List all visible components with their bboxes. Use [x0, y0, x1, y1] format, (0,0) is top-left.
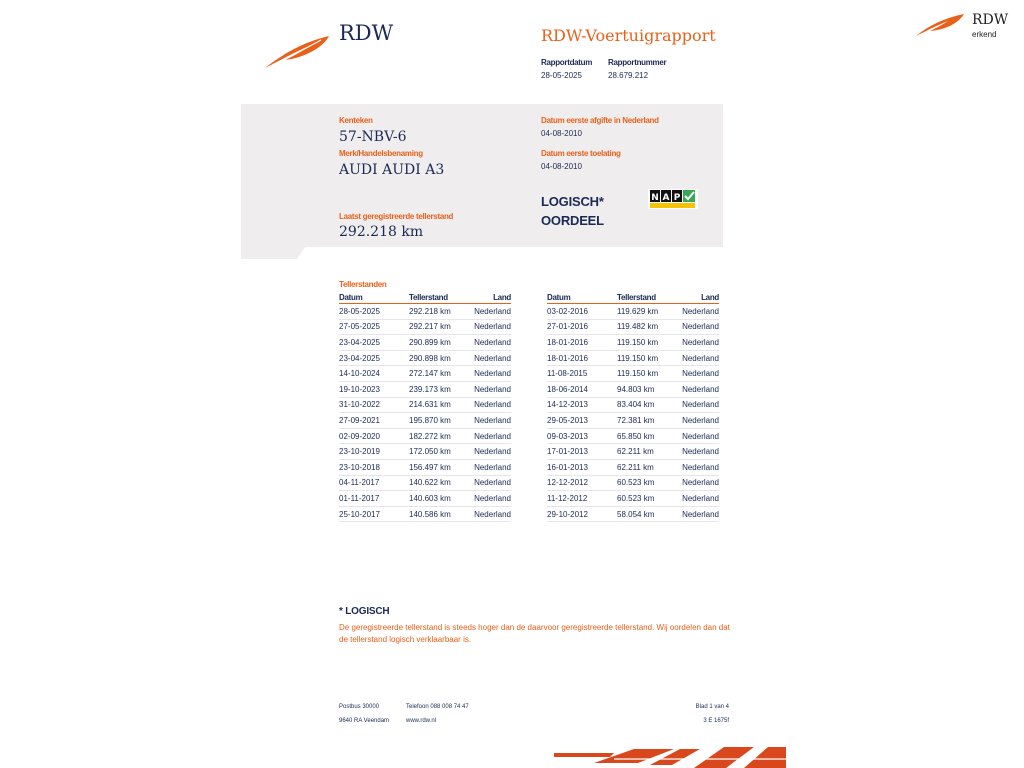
cell-country: Nederland: [473, 413, 511, 429]
table-row: [339, 475, 511, 491]
cell-odometer: 119.150 km: [617, 335, 681, 351]
table-row: [547, 366, 719, 382]
cell-date: 19-10-2023: [339, 381, 409, 397]
cell-odometer: 62.211 km: [617, 459, 681, 475]
table-row: [339, 413, 511, 429]
report-date: 28-05-2025: [541, 71, 582, 80]
cell-date: 18-01-2016: [547, 335, 617, 351]
plate-value: 57-NBV-6: [339, 129, 407, 145]
make-label: Merk/Handelsbenaming: [339, 149, 423, 158]
cell-odometer: 156.497 km: [409, 459, 473, 475]
footer-phone: Telefoon 088 008 74 47: [406, 704, 469, 710]
cell-country: Nederland: [681, 428, 719, 444]
table-row: [339, 444, 511, 460]
cell-country: Nederland: [473, 304, 511, 320]
cell-country: Nederland: [681, 304, 719, 320]
cell-country: Nederland: [681, 413, 719, 429]
cell-country: Nederland: [681, 459, 719, 475]
cell-odometer: 72.381 km: [617, 413, 681, 429]
cell-odometer: 290.899 km: [409, 335, 473, 351]
table-row: [339, 491, 511, 507]
cell-odometer: 60.523 km: [617, 491, 681, 507]
footer-page-number: Blad 1 van 4: [695, 704, 729, 710]
table-row: [547, 506, 719, 522]
cell-date: 27-05-2025: [339, 319, 409, 335]
col-odometer: Tellerstand: [409, 292, 473, 304]
table-row: [547, 444, 719, 460]
odometer-table-right: [547, 292, 719, 522]
odometer-value: 292.218 km: [339, 224, 424, 240]
footer-website[interactable]: www.rdw.nl: [406, 718, 437, 724]
cell-country: Nederland: [681, 319, 719, 335]
cell-odometer: 214.631 km: [409, 397, 473, 413]
table-row: [547, 350, 719, 366]
cell-odometer: 119.150 km: [617, 350, 681, 366]
cell-date: 23-10-2018: [339, 459, 409, 475]
cell-odometer: 292.217 km: [409, 319, 473, 335]
cell-date: 29-10-2012: [547, 506, 617, 522]
table-row: [547, 475, 719, 491]
table-row: [547, 397, 719, 413]
cell-odometer: 65.850 km: [617, 428, 681, 444]
table-row: [547, 335, 719, 351]
cell-country: Nederland: [473, 506, 511, 522]
col-country: Land: [681, 292, 719, 304]
table-row: [547, 491, 719, 507]
vehicle-info-panel: [241, 104, 723, 247]
cell-country: Nederland: [473, 475, 511, 491]
cell-date: 14-10-2024: [339, 366, 409, 382]
panel-tail-decoration: [241, 247, 305, 259]
nap-letter-a: A: [662, 193, 670, 203]
footer-address-line2: 9640 RA Veendam: [339, 718, 390, 724]
cell-country: Nederland: [473, 444, 511, 460]
first-nl-value: 04-08-2010: [541, 129, 582, 138]
cell-odometer: 272.147 km: [409, 366, 473, 382]
cell-date: 18-01-2016: [547, 350, 617, 366]
table-row: [339, 366, 511, 382]
footer-code: 3 E 1675f: [703, 718, 729, 724]
cell-country: Nederland: [681, 491, 719, 507]
cell-date: 23-04-2025: [339, 350, 409, 366]
cell-country: Nederland: [681, 397, 719, 413]
cell-country: Nederland: [681, 506, 719, 522]
table-row: [339, 506, 511, 522]
cell-date: 01-11-2017: [339, 491, 409, 507]
cell-odometer: 140.603 km: [409, 491, 473, 507]
odometer-table-left: [339, 292, 511, 522]
col-date: Datum: [339, 292, 409, 304]
cell-odometer: 119.482 km: [617, 319, 681, 335]
footer-address-line1: Postbus 30000: [339, 704, 380, 710]
rdw-feather-logo: [263, 34, 331, 70]
cell-date: 02-09-2020: [339, 428, 409, 444]
cell-country: Nederland: [473, 381, 511, 397]
verdict: [541, 192, 604, 230]
cell-country: Nederland: [473, 350, 511, 366]
cell-date: 17-01-2013: [547, 444, 617, 460]
first-admission-label: Datum eerste toelating: [541, 149, 621, 158]
cell-odometer: 182.272 km: [409, 428, 473, 444]
cell-odometer: 239.173 km: [409, 381, 473, 397]
cell-date: 03-02-2016: [547, 304, 617, 320]
report-title: RDW-Voertuigrapport: [541, 26, 716, 45]
plate-label: Kenteken: [339, 116, 373, 125]
table-row: [339, 459, 511, 475]
rdw-erkend-feather-logo: [914, 12, 966, 38]
decorative-stripes: [554, 745, 786, 768]
verdict-line1: LOGISCH*: [541, 194, 604, 209]
cell-date: 23-04-2025: [339, 335, 409, 351]
note-text: De geregistreerde tellerstand is steeds hoger dan de daarvoor geregistreerde tellerstand. Wij oordelen dan dat de tellerstand logisch verklaarbaar is.: [339, 623, 730, 644]
cell-date: 27-01-2016: [547, 319, 617, 335]
verdict-line2: OORDEEL: [541, 213, 604, 228]
table-row: [547, 413, 719, 429]
cell-odometer: 290.898 km: [409, 350, 473, 366]
table-row: [339, 381, 511, 397]
table-row: [339, 335, 511, 351]
brand-name: RDW: [339, 21, 394, 45]
cell-date: 31-10-2022: [339, 397, 409, 413]
cell-date: 25-10-2017: [339, 506, 409, 522]
table-row: [547, 319, 719, 335]
nap-letter-n: N: [651, 193, 659, 203]
cell-date: 04-11-2017: [339, 475, 409, 491]
cell-date: 11-12-2012: [547, 491, 617, 507]
table-row: [547, 381, 719, 397]
cell-country: Nederland: [473, 335, 511, 351]
note-title: * LOGISCH: [339, 606, 390, 617]
cell-country: Nederland: [473, 319, 511, 335]
table-row: [339, 319, 511, 335]
cell-odometer: 119.629 km: [617, 304, 681, 320]
odometer-table-heading: Tellerstanden: [339, 280, 387, 289]
cell-date: 14-12-2013: [547, 397, 617, 413]
make-value: AUDI AUDI A3: [339, 162, 445, 178]
col-date: Datum: [547, 292, 617, 304]
cell-odometer: 195.870 km: [409, 413, 473, 429]
first-admission-value: 04-08-2010: [541, 162, 582, 171]
nap-letter-p: P: [673, 193, 681, 203]
erkend-subtitle: erkend: [972, 30, 997, 39]
table-row: [339, 428, 511, 444]
cell-date: 29-05-2013: [547, 413, 617, 429]
cell-country: Nederland: [473, 397, 511, 413]
erkend-brand: RDW: [972, 12, 1009, 28]
cell-odometer: 60.523 km: [617, 475, 681, 491]
col-country: Land: [473, 292, 511, 304]
odometer-label: Laatst geregistreerde tellerstand: [339, 212, 454, 221]
report-number-label: Rapportnummer: [608, 58, 667, 67]
col-odometer: Tellerstand: [617, 292, 681, 304]
table-row: [547, 304, 719, 320]
cell-odometer: 140.586 km: [409, 506, 473, 522]
cell-date: 27-09-2021: [339, 413, 409, 429]
cell-date: 09-03-2013: [547, 428, 617, 444]
cell-country: Nederland: [681, 444, 719, 460]
table-row: [339, 304, 511, 320]
cell-odometer: 83.404 km: [617, 397, 681, 413]
table-row: [339, 397, 511, 413]
table-row: [547, 459, 719, 475]
cell-date: 28-05-2025: [339, 304, 409, 320]
cell-country: Nederland: [681, 366, 719, 382]
cell-country: Nederland: [473, 428, 511, 444]
cell-country: Nederland: [681, 350, 719, 366]
table-row: [339, 350, 511, 366]
cell-odometer: 94.803 km: [617, 381, 681, 397]
cell-date: 11-08-2015: [547, 366, 617, 382]
cell-country: Nederland: [681, 381, 719, 397]
cell-odometer: 62.211 km: [617, 444, 681, 460]
cell-date: 18-06-2014: [547, 381, 617, 397]
cell-odometer: 58.054 km: [617, 506, 681, 522]
cell-date: 12-12-2012: [547, 475, 617, 491]
cell-odometer: 119.150 km: [617, 366, 681, 382]
cell-date: 16-01-2013: [547, 459, 617, 475]
cell-odometer: 140.622 km: [409, 475, 473, 491]
cell-country: Nederland: [681, 335, 719, 351]
nap-logo: [648, 189, 698, 209]
first-nl-label: Datum eerste afgifte in Nederland: [541, 116, 659, 125]
cell-date: 23-10-2019: [339, 444, 409, 460]
table-row: [547, 428, 719, 444]
cell-odometer: 172.050 km: [409, 444, 473, 460]
cell-country: Nederland: [473, 366, 511, 382]
report-number: 28.679.212: [608, 71, 649, 80]
cell-country: Nederland: [473, 491, 511, 507]
cell-odometer: 292.218 km: [409, 304, 473, 320]
cell-country: Nederland: [681, 475, 719, 491]
cell-country: Nederland: [473, 459, 511, 475]
report-date-label: Rapportdatum: [541, 58, 593, 67]
